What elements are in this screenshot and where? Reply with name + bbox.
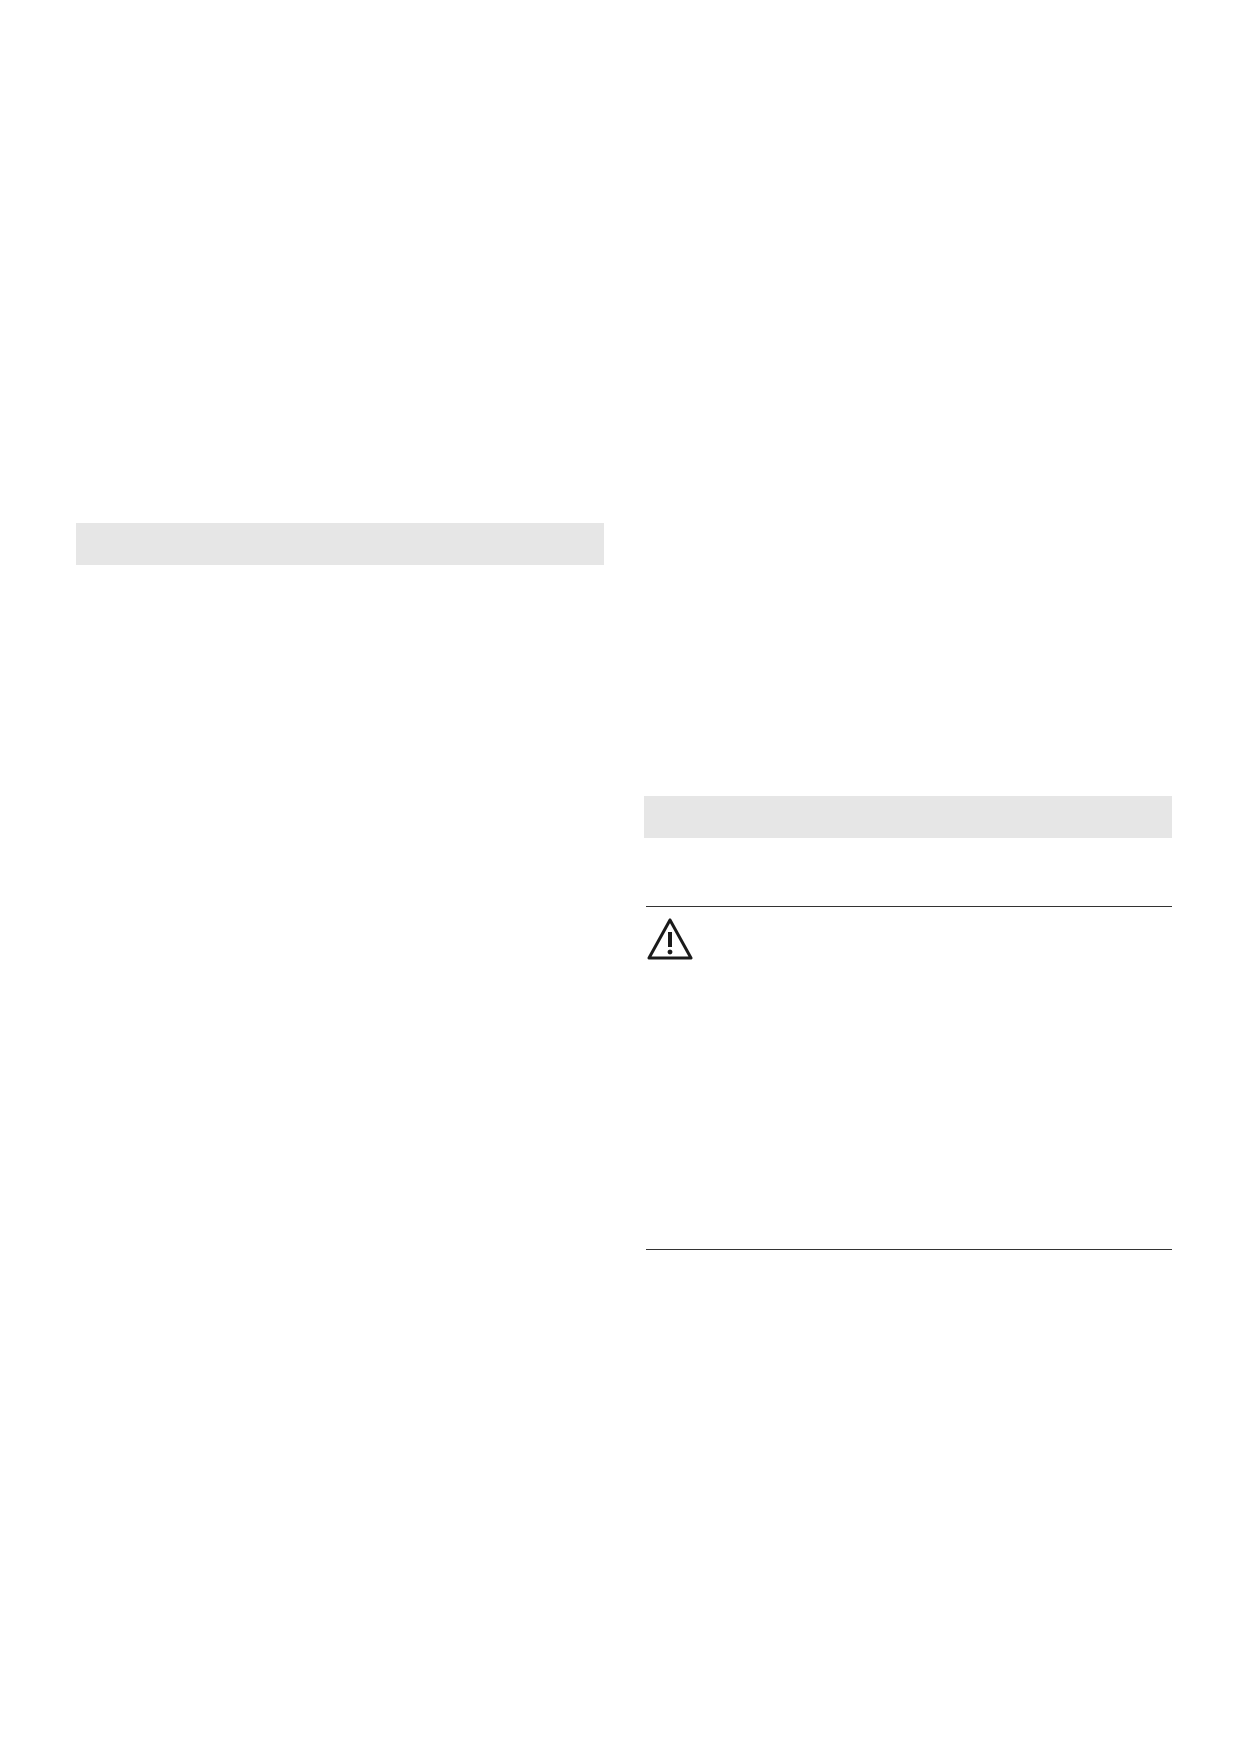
divider bbox=[646, 906, 1172, 907]
section-1-header bbox=[76, 523, 604, 565]
section-2-header bbox=[644, 796, 1172, 838]
warning-triangle-icon bbox=[646, 917, 696, 965]
divider bbox=[646, 1249, 1172, 1250]
